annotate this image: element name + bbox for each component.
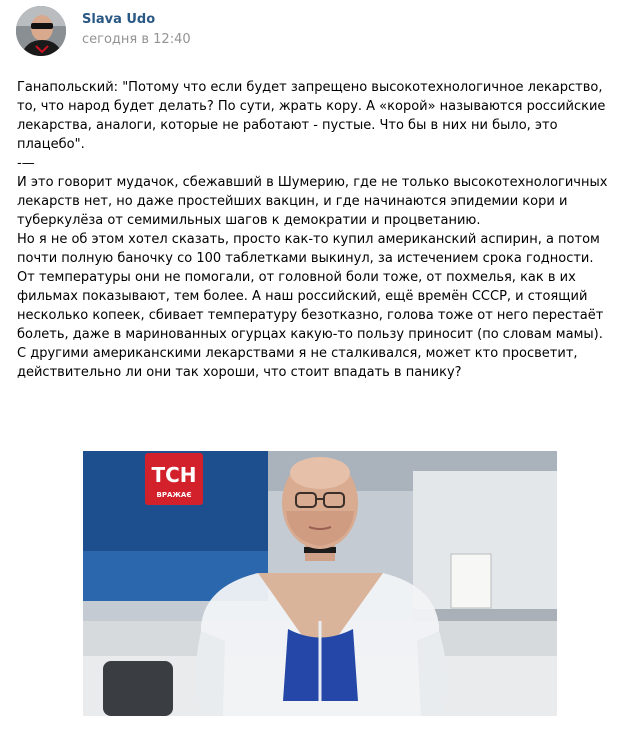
post-text-line: плацебо". (17, 137, 85, 152)
post-text-line: Но я не об этом хотел сказать, просто как-то купил американский аспирин, а потом (17, 232, 600, 247)
post-text-line: Ганапольский: "Потому что если будет запрещено высокотехнологичное лекарство, (17, 80, 603, 95)
post-text-line: то, что народ будет делать? По сути, жрать кору. А «корой» называются российские (17, 99, 606, 114)
post-photo[interactable] (83, 451, 557, 716)
author-name-link[interactable]: Slava Udo (82, 12, 156, 27)
avatar[interactable] (16, 6, 66, 56)
post-text-line: От температуры они не помогали, от головной боли тоже, от похмелья, как в их (17, 270, 576, 285)
post-text-line: -— (17, 156, 35, 171)
post-text-line: фильмах показывают, тем более. А наш российский, ещё времён СССР, и стоящий (17, 289, 588, 304)
post-text-line: И это говорит мудачок, сбежавший в Шумерию, где не только высокотехнологичных (17, 175, 608, 190)
post-text-line: несколько копеек, сбивает температуру безотказно, голова тоже от него перестаёт (17, 308, 604, 323)
tsn-logo-subtext: ВРАЖАЄ (156, 491, 192, 499)
post-date[interactable]: сегодня в 12:40 (82, 32, 191, 47)
post-text-line: почти полную баночку со 100 таблетками выкинул, за истечением срока годности. (17, 251, 594, 266)
tsn-logo-text: ТСН (151, 463, 197, 487)
post-text-line: лекарств нет, но даже простейших вакцин, и где начинаются эпидемии кори и (17, 194, 568, 209)
avatar-image (16, 6, 66, 56)
post-text-line: С другими американскими лекарствами я не сталкивался, может кто просветит, (17, 346, 578, 361)
post-text-line: лекарства, аналоги, которые не работают - пустые. Что бы в них ни было, это (17, 118, 558, 133)
post-text-line: действительно ли они так хороши, что стоит впадать в панику? (17, 365, 462, 380)
photo-illustration (83, 451, 557, 716)
post-text-line: болеть, даже в маринованных огурцах какую-то пользу приносит (по словам мамы). (17, 327, 603, 342)
post-text (17, 78, 622, 382)
post-text-line: туберкулёза от семимильных шагов к демократии и процветанию. (17, 213, 481, 228)
